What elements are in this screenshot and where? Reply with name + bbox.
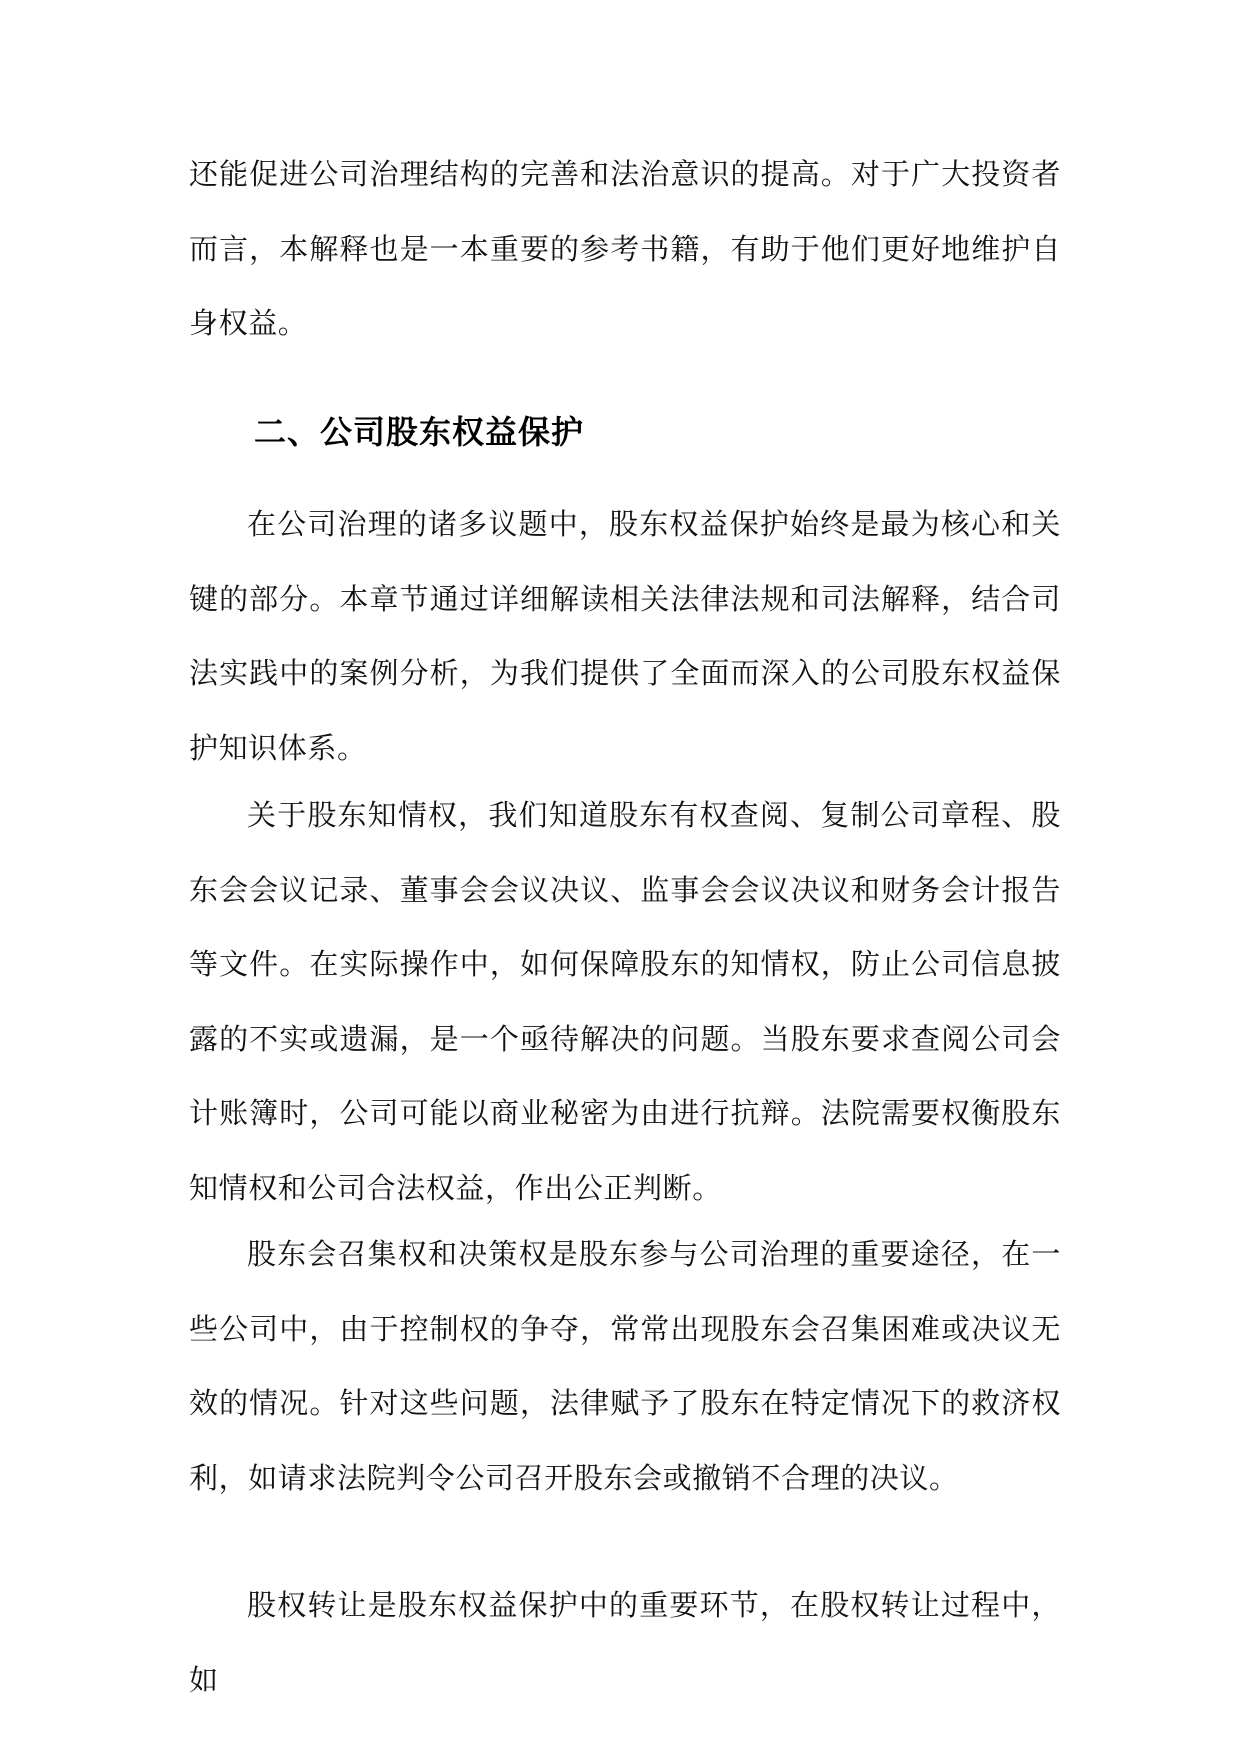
- body-paragraph-right-to-know: 关于股东知情权，我们知道股东有权查阅、复制公司章程、股东会会议记录、董事会会议决议、监事会会议决议和财务会计报告等文件。在实际操作中，如何保障股东的知情权，防止公司信息披露的不实或遗漏，是一个亟待解决的问题。当股东要求查阅公司会计账簿时，公司可能以商业秘密为由进行抗辩。法院需要权衡股东知情权和公司合法权益，作出公正判断。: [189, 798, 1061, 1205]
- continuation-paragraph: 还能促进公司治理结构的完善和法治意识的提高。对于广大投资者而言，本解释也是一本重要的参考书籍，有助于他们更好地维护自身权益。: [189, 157, 1061, 340]
- body-paragraph-intro: 在公司治理的诸多议题中，股东权益保护始终是最为核心和关键的部分。本章节通过详细解读相关法律法规和司法解释，结合司法实践中的案例分析，为我们提供了全面而深入的公司股东权益保护知识体系。: [189, 507, 1061, 765]
- section-heading: 二、公司股东权益保护: [254, 413, 585, 451]
- body-paragraph-shareholder-meeting: 股东会召集权和决策权是股东参与公司治理的重要途径，在一些公司中，由于控制权的争夺，常常出现股东会召集困难或决议无效的情况。针对这些问题，法律赋予了股东在特定情况下的救济权利，如请求法院判令公司召开股东会或撤销不合理的决议。: [189, 1237, 1061, 1495]
- body-paragraph-equity-transfer: 股权转让是股东权益保护中的重要环节，在股权转让过程中，如: [189, 1588, 1061, 1697]
